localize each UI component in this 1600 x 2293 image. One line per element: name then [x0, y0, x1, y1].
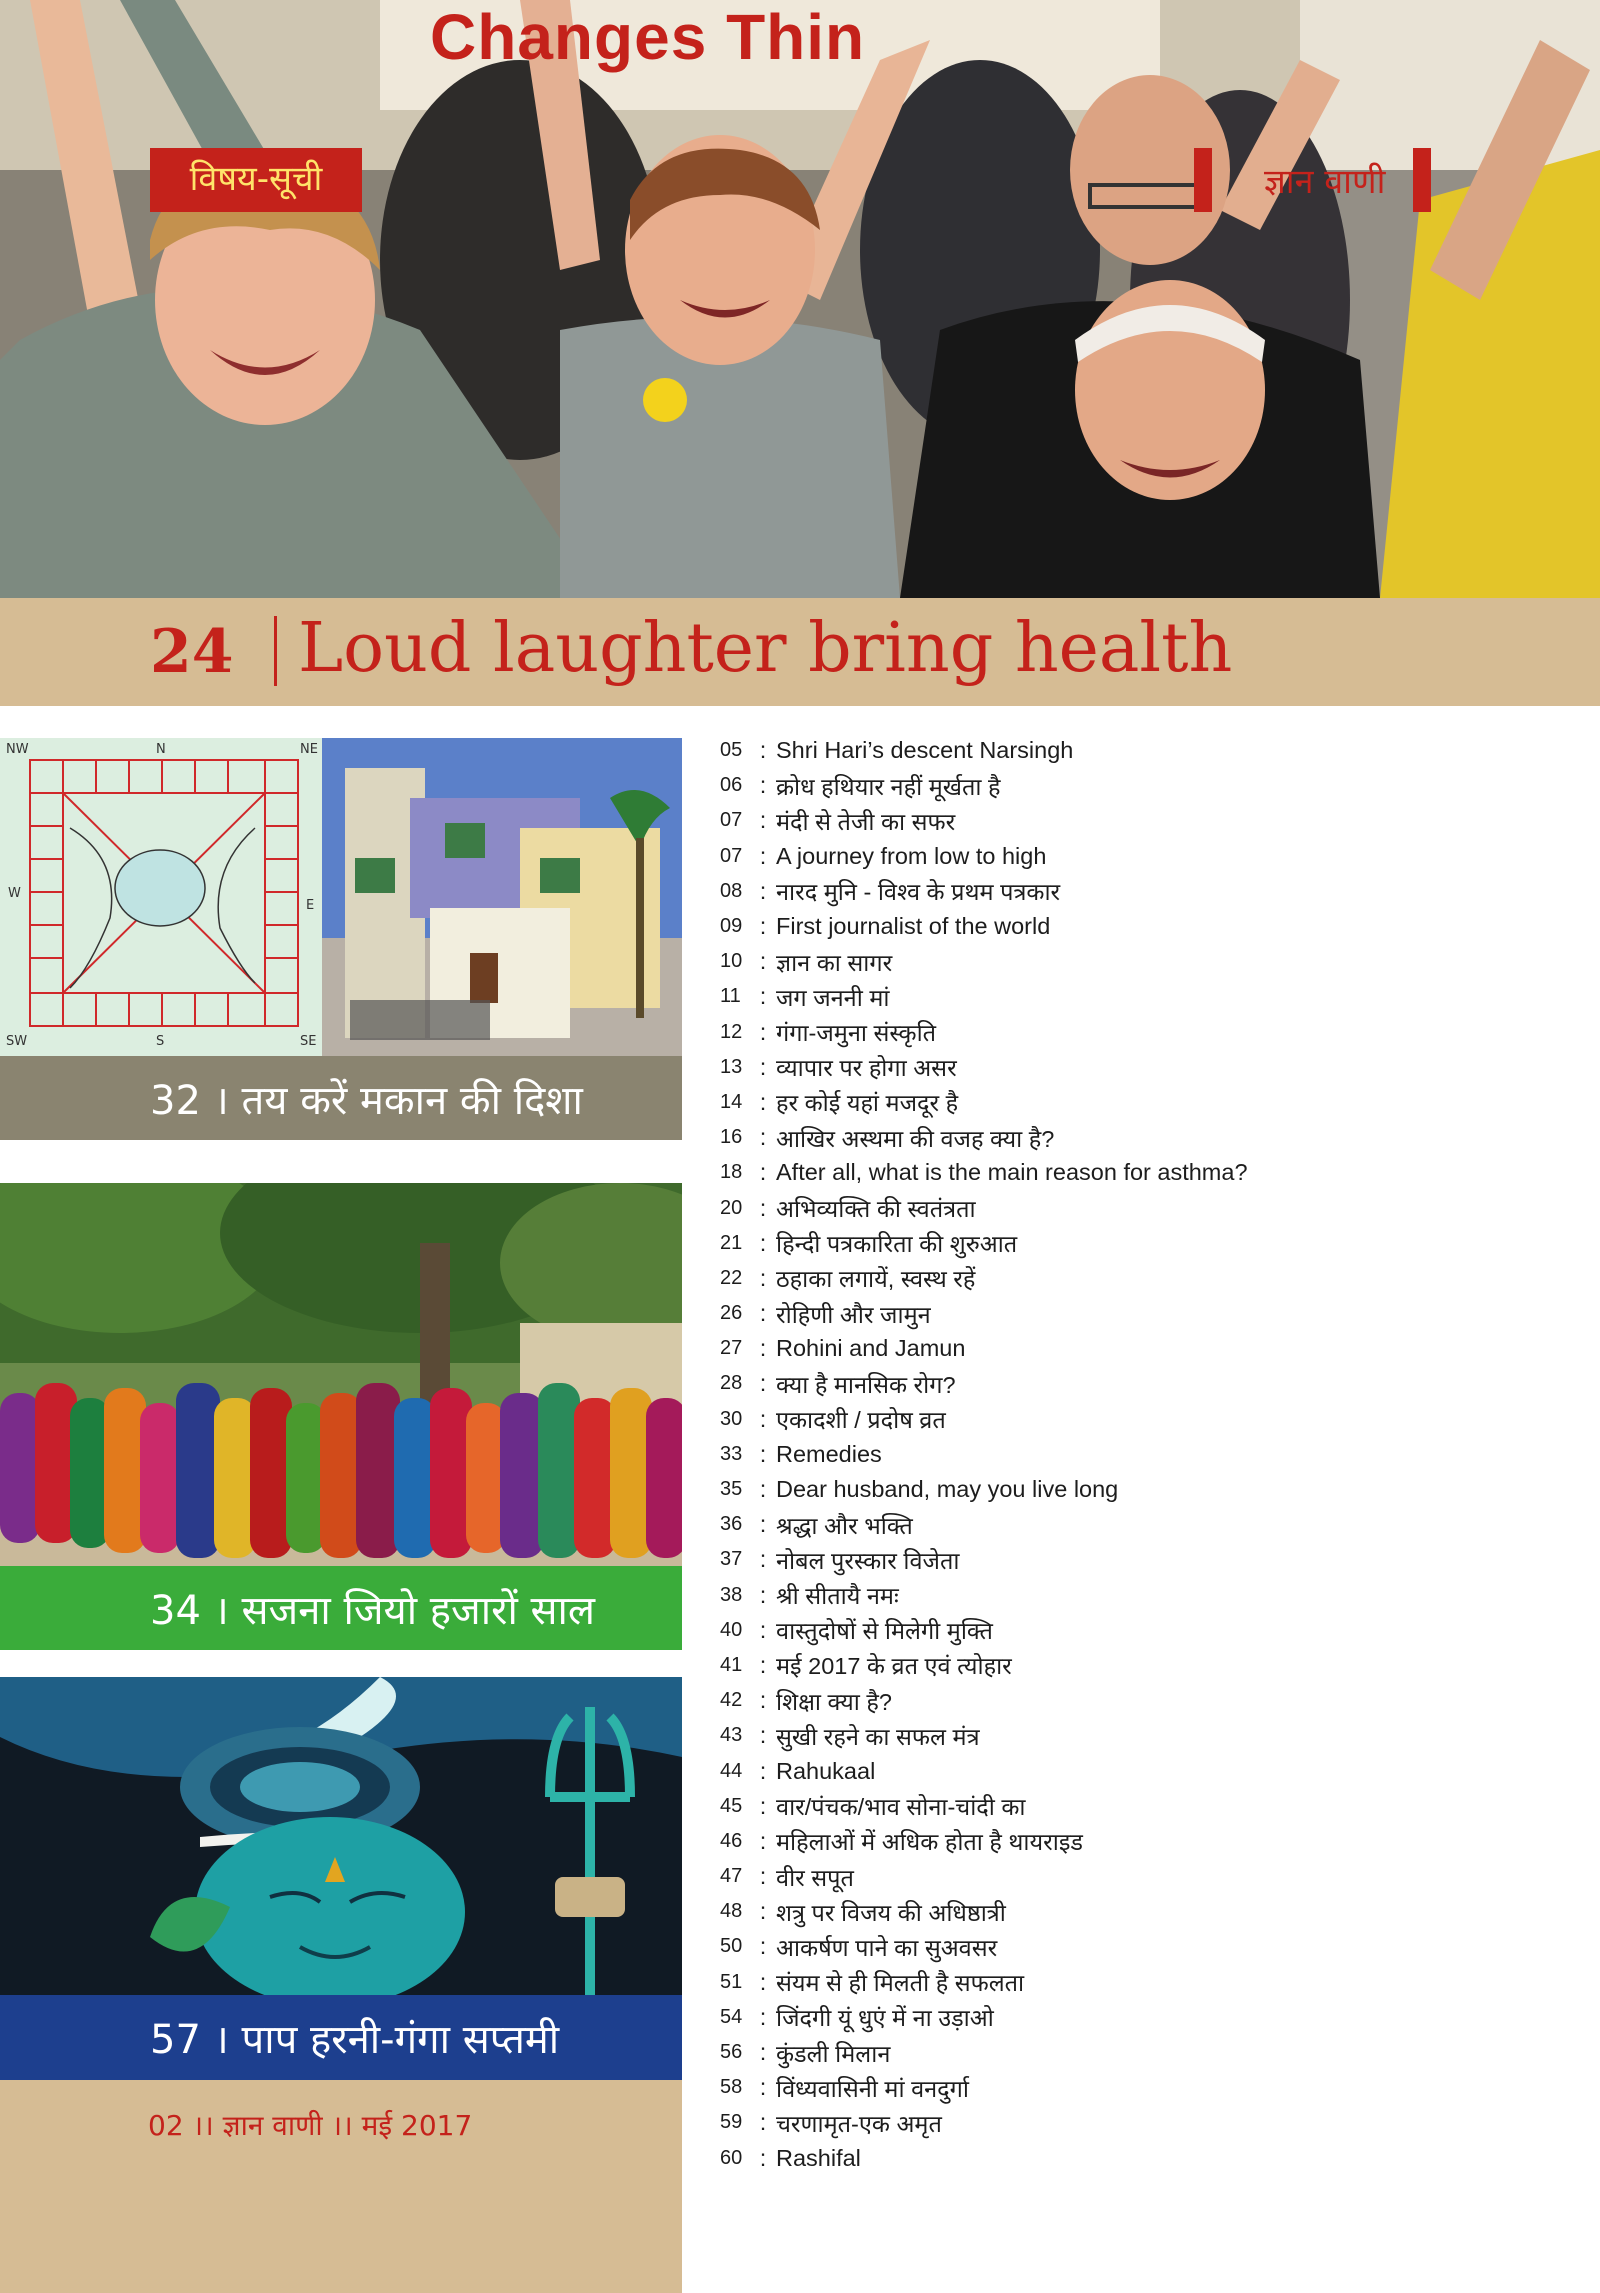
- toc-page-number: 11: [720, 985, 741, 1008]
- toc-page-number: 09: [720, 915, 743, 938]
- toc-title: सुखी रहने का सफल मंत्र: [776, 1723, 980, 1750]
- toc-separator: :: [759, 1159, 767, 1186]
- toc-entry[interactable]: [720, 1789, 1580, 1824]
- toc-page-number: 38: [720, 1583, 743, 1606]
- corner-e: E: [306, 898, 315, 913]
- toc-title: Rohini and Jamun: [776, 1335, 966, 1362]
- toc-separator: :: [759, 1792, 767, 1819]
- corner-n: N: [156, 742, 166, 757]
- toc-separator: :: [759, 1827, 767, 1854]
- toc-entry[interactable]: [720, 1929, 1580, 1964]
- toc-separator: :: [759, 1018, 767, 1045]
- tag-bar-right: [1413, 148, 1431, 212]
- toc-title: शत्रु पर विजय की अधिष्ठात्री: [776, 1899, 1006, 1926]
- toc-separator: :: [759, 1088, 767, 1115]
- toc-page-number: 06: [720, 774, 743, 797]
- toc-entry[interactable]: [720, 2105, 1580, 2140]
- toc-entry[interactable]: [720, 1894, 1580, 1929]
- toc-title: Rashifal: [776, 2144, 861, 2171]
- toc-entry[interactable]: [720, 1507, 1580, 1542]
- toc-page-number: 10: [720, 950, 743, 973]
- corner-sw: SW: [6, 1034, 28, 1049]
- toc-separator: :: [759, 1863, 767, 1890]
- toc-entry[interactable]: [720, 839, 1580, 874]
- toc-separator: :: [759, 1370, 767, 1397]
- toc-entry[interactable]: [720, 1085, 1580, 1120]
- toc-page-number: 42: [720, 1689, 743, 1712]
- toc-title: क्या है मानसिक रोग?: [776, 1371, 956, 1398]
- toc-title: रोहिणी और जामुन: [776, 1301, 931, 1328]
- magazine-tag: [1194, 148, 1431, 212]
- toc-separator: :: [759, 2144, 767, 2171]
- toc-entry[interactable]: [720, 1226, 1580, 1261]
- toc-entry[interactable]: [720, 1437, 1580, 1472]
- toc-title: कुंडली मिलान: [776, 2040, 891, 2067]
- corner-ne: NE: [300, 742, 318, 757]
- husband-feature-image: [0, 1183, 682, 1566]
- toc-page-number: 20: [720, 1196, 743, 1219]
- toc-entry[interactable]: [720, 1542, 1580, 1577]
- toc-separator: :: [759, 1405, 767, 1432]
- toc-title: नोबल पुरस्कार विजेता: [776, 1547, 960, 1574]
- women-gathering-illustration: [0, 1183, 682, 1566]
- toc-page-number: 60: [720, 2146, 743, 2169]
- toc-title: एकादशी / प्रदोष व्रत: [776, 1407, 946, 1434]
- toc-title: वीर सपूत: [776, 1864, 854, 1891]
- toc-separator: :: [759, 1722, 767, 1749]
- toc-separator: :: [759, 983, 767, 1010]
- toc-title: Dear husband, may you live long: [776, 1476, 1119, 1503]
- toc-title: नारद मुनि - विश्व के प्रथम पत्रकार: [776, 879, 1061, 906]
- toc-separator: :: [759, 1124, 767, 1151]
- toc-page-number: 33: [720, 1442, 743, 1465]
- toc-title: श्रद्धा और भक्ति: [776, 1512, 913, 1539]
- toc-separator: :: [759, 1053, 767, 1080]
- toc-separator: :: [759, 2109, 767, 2136]
- toc-entry[interactable]: [720, 2070, 1580, 2105]
- corner-se: SE: [300, 1034, 317, 1049]
- toc-title: हर कोई यहां मजदूर है: [776, 1090, 959, 1117]
- toc-separator: :: [759, 1898, 767, 1925]
- toc-title: जग जननी मां: [776, 984, 890, 1011]
- toc-title: First journalist of the world: [776, 913, 1051, 940]
- ganga-feature-image: [0, 1677, 682, 1995]
- toc-entry[interactable]: [720, 1050, 1580, 1085]
- toc-page-number: 13: [720, 1055, 743, 1078]
- toc-separator: :: [759, 1511, 767, 1538]
- toc-entry[interactable]: [720, 1120, 1580, 1155]
- toc-entry[interactable]: [720, 733, 1580, 768]
- toc-title: Rahukaal: [776, 1757, 876, 1784]
- crowd-figures: [0, 1383, 682, 1558]
- toc-page-number: 43: [720, 1724, 743, 1747]
- toc-entry[interactable]: [720, 1648, 1580, 1683]
- toc-separator: :: [759, 2039, 767, 2066]
- hero-banner-text: Changes Thin: [430, 1, 866, 73]
- toc-entry[interactable]: [720, 1965, 1580, 2000]
- toc-title: गंगा-जमुना संस्कृति: [776, 1020, 937, 1047]
- toc-page-number: 08: [720, 879, 743, 902]
- toc-title: शिक्षा क्या है?: [776, 1688, 892, 1715]
- tag-bar-left: [1194, 148, 1212, 212]
- toc-page-number: 41: [720, 1653, 743, 1676]
- lead-story-divider: [274, 616, 277, 686]
- toc-page-number: 46: [720, 1829, 743, 1852]
- toc-title: ठहाका लगायें, स्वस्थ रहें: [776, 1266, 976, 1293]
- toc-title: व्यापार पर होगा असर: [776, 1055, 957, 1082]
- toc-title: आखिर अस्थमा की वजह क्या है?: [776, 1125, 1055, 1152]
- corner-s: S: [156, 1034, 165, 1049]
- toc-page-number: 36: [720, 1513, 743, 1536]
- toc-title: Shri Hari’s descent Narsingh: [776, 737, 1074, 764]
- vastu-illustration: [0, 738, 682, 1056]
- toc-entry[interactable]: [720, 1261, 1580, 1296]
- toc-title: जिंदगी यूं धुएं में ना उड़ाओ: [776, 2005, 994, 2032]
- toc-title: विंध्यवासिनी मां वनदुर्गा: [776, 2075, 969, 2102]
- toc-title: वास्तुदोषों से मिलेगी मुक्ति: [776, 1618, 993, 1645]
- toc-title: वार/पंचक/भाव सोना-चांदी का: [776, 1794, 1026, 1821]
- toc-title: मई 2017 के व्रत एवं त्योहार: [776, 1653, 1012, 1680]
- shiva-ganga-illustration: [0, 1677, 682, 1995]
- vastu-feature-image: [0, 738, 682, 1056]
- toc-page-number: 26: [720, 1302, 743, 1325]
- hero-photo: [0, 0, 1600, 598]
- toc-title: Remedies: [776, 1440, 882, 1467]
- toc-separator: :: [759, 1440, 767, 1467]
- toc-entry[interactable]: [720, 1613, 1580, 1648]
- toc-separator: :: [759, 877, 767, 904]
- toc-title: संयम से ही मिलती है सफलता: [776, 1970, 1025, 1997]
- feature-band-husband[interactable]: 34 । सजना जियो हजारों साल: [0, 1566, 682, 1650]
- toc-entry[interactable]: [720, 1296, 1580, 1331]
- toc-entry[interactable]: [720, 1824, 1580, 1859]
- toc-entry[interactable]: [720, 1190, 1580, 1225]
- toc-title: महिलाओं में अधिक होता है थायराइड: [776, 1829, 1083, 1856]
- toc-entry[interactable]: [720, 1015, 1580, 1050]
- toc-entry[interactable]: [720, 1155, 1580, 1190]
- toc-page-number: 30: [720, 1407, 743, 1430]
- toc-separator: :: [759, 913, 767, 940]
- magazine-tag-label: ज्ञान वाणी: [1264, 162, 1386, 202]
- toc-separator: :: [759, 1476, 767, 1503]
- toc-page-number: 50: [720, 1935, 743, 1958]
- toc-separator: :: [759, 1581, 767, 1608]
- toc-page-number: 14: [720, 1090, 743, 1113]
- toc-separator: :: [759, 772, 767, 799]
- section-tag: विषय-सूची: [150, 148, 362, 212]
- toc-title: ज्ञान का सागर: [776, 949, 893, 976]
- toc-title: अभिव्यक्ति की स्वतंत्रता: [776, 1196, 976, 1223]
- toc-page-number: 07: [720, 809, 743, 832]
- toc-page-number: 54: [720, 2005, 743, 2028]
- toc-title: हिन्दी पत्रकारिता की शुरुआत: [776, 1231, 1018, 1258]
- toc-entry[interactable]: [720, 1859, 1580, 1894]
- toc-separator: :: [759, 807, 767, 834]
- toc-separator: :: [759, 1651, 767, 1678]
- toc-separator: :: [759, 1194, 767, 1221]
- toc-separator: :: [759, 1757, 767, 1784]
- toc-page-number: 21: [720, 1231, 743, 1254]
- toc-page-number: 51: [720, 1970, 743, 1993]
- toc-entry[interactable]: [720, 874, 1580, 909]
- toc-page-number: 07: [720, 844, 743, 867]
- toc-entry[interactable]: [720, 1683, 1580, 1718]
- toc-separator: :: [759, 1335, 767, 1362]
- toc-entry[interactable]: [720, 1331, 1580, 1366]
- toc-title: आकर्षण पाने का सुअवसर: [776, 1934, 998, 1961]
- toc-entry[interactable]: [720, 979, 1580, 1014]
- toc-page-number: 48: [720, 1900, 743, 1923]
- toc-page-number: 44: [720, 1759, 743, 1782]
- toc-page-number: 28: [720, 1372, 743, 1395]
- toc-page-number: 12: [720, 1020, 743, 1043]
- toc-entry[interactable]: [720, 1366, 1580, 1401]
- toc-entry[interactable]: [720, 768, 1580, 803]
- toc-entry[interactable]: [720, 1753, 1580, 1788]
- toc-entry[interactable]: [720, 944, 1580, 979]
- toc-page-number: 47: [720, 1865, 743, 1888]
- toc-entry[interactable]: [720, 2035, 1580, 2070]
- toc-page-number: 59: [720, 2111, 743, 2134]
- toc-separator: :: [759, 2074, 767, 2101]
- toc-separator: :: [759, 1229, 767, 1256]
- toc-entry[interactable]: [720, 909, 1580, 944]
- toc-title: After all, what is the main reason for asthma?: [776, 1159, 1248, 1186]
- toc-separator: :: [759, 948, 767, 975]
- toc-separator: :: [759, 1687, 767, 1714]
- corner-nw: NW: [6, 742, 29, 757]
- toc-separator: :: [759, 842, 767, 869]
- toc-entry[interactable]: [720, 1472, 1580, 1507]
- lead-story-title: Loud laughter bring health: [298, 609, 1233, 688]
- toc-page-number: 16: [720, 1126, 743, 1149]
- toc-separator: :: [759, 2003, 767, 2030]
- feature-band-ganga[interactable]: 57 । पाप हरनी-गंगा सप्तमी: [0, 1995, 682, 2080]
- toc-separator: :: [759, 1300, 767, 1327]
- toc-page-number: 35: [720, 1478, 743, 1501]
- corner-w: W: [8, 886, 21, 901]
- toc-page-number: 18: [720, 1161, 743, 1184]
- toc-separator: :: [759, 1616, 767, 1643]
- toc-title: क्रोध हथियार नहीं मूर्खता है: [776, 773, 1001, 800]
- toc-page-number: 40: [720, 1618, 743, 1641]
- toc-separator: :: [759, 1968, 767, 1995]
- toc-page-number: 05: [720, 739, 743, 762]
- toc-title: श्री सीतायै नमः: [776, 1583, 899, 1610]
- toc-title: मंदी से तेजी का सफर: [776, 808, 956, 835]
- toc-entry[interactable]: [720, 2141, 1580, 2176]
- table-of-contents: [720, 733, 1580, 2176]
- toc-entry[interactable]: [720, 2000, 1580, 2035]
- lead-story-band[interactable]: [0, 598, 1600, 706]
- toc-page-number: 45: [720, 1794, 743, 1817]
- toc-separator: :: [759, 737, 767, 764]
- toc-page-number: 37: [720, 1548, 743, 1571]
- lead-story-page: 24: [150, 617, 234, 687]
- toc-entry[interactable]: [720, 1718, 1580, 1753]
- toc-separator: :: [759, 1546, 767, 1573]
- toc-page-number: 58: [720, 2076, 743, 2099]
- toc-page-number: 56: [720, 2041, 743, 2064]
- toc-entry[interactable]: [720, 803, 1580, 838]
- feature-band-vastu[interactable]: 32 । तय करें मकान की दिशा: [0, 1056, 682, 1140]
- toc-title: A journey from low to high: [776, 842, 1047, 869]
- toc-entry[interactable]: [720, 1578, 1580, 1613]
- toc-page-number: 22: [720, 1266, 743, 1289]
- laughing-crowd-illustration: [0, 0, 1600, 598]
- toc-separator: :: [759, 1264, 767, 1291]
- toc-entry[interactable]: [720, 1402, 1580, 1437]
- toc-page-number: 27: [720, 1337, 743, 1360]
- toc-separator: :: [759, 1933, 767, 1960]
- page-footer: 02 ।। ज्ञान वाणी ।। मई 2017: [148, 2109, 473, 2142]
- toc-title: चरणामृत-एक अमृत: [776, 2110, 942, 2137]
